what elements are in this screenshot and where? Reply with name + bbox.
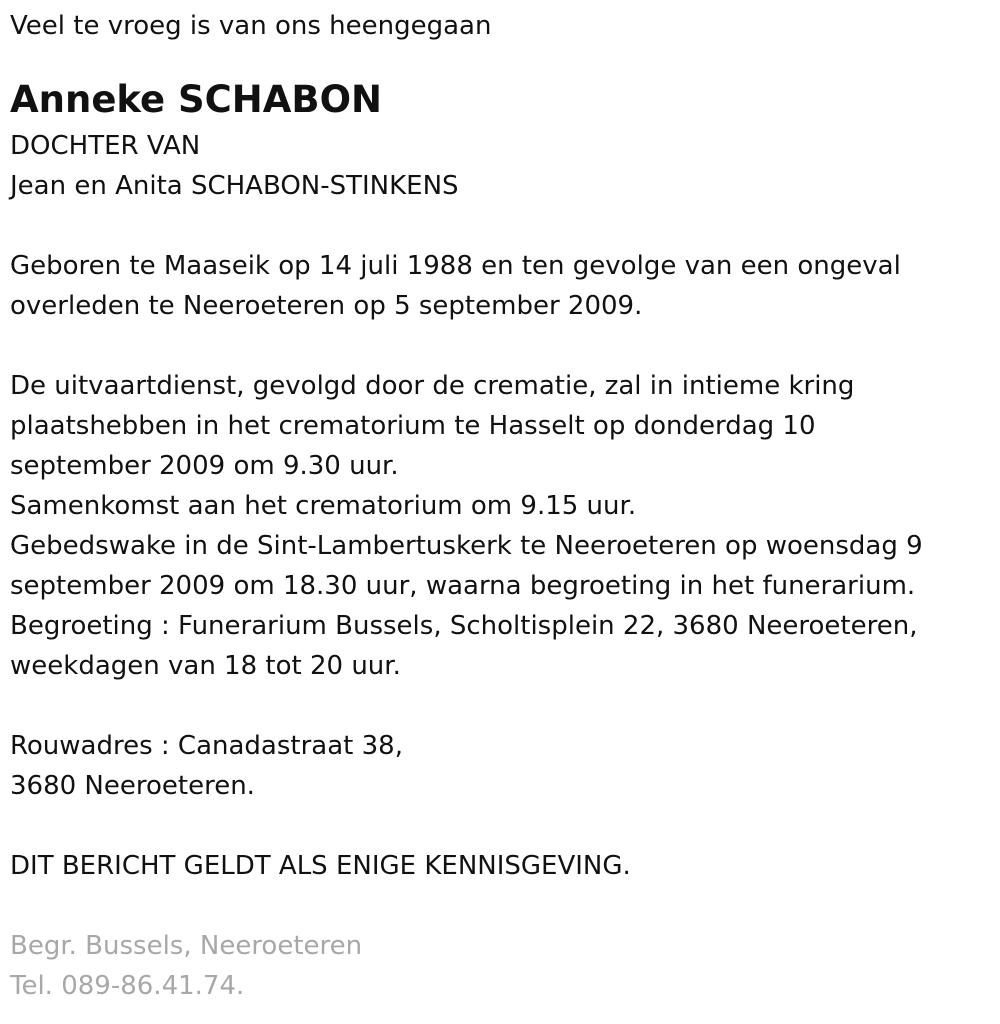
spacer (10, 326, 1000, 366)
mourning-address (10, 726, 1000, 806)
birth-death-line: Geboren te Maaseik op 14 juli 1988 en ten gevolge van een ongeval (10, 251, 901, 281)
ceremony-line: Begroeting : Funerarium Bussels, Scholtisplein 22, 3680 Neeroeteren, (10, 611, 918, 641)
deceased-name: Anneke SCHABON (10, 78, 383, 121)
intro-text: Veel te vroeg is van ons heengegaan (10, 11, 492, 41)
parents-names: Jean en Anita SCHABON-STINKENS (10, 171, 459, 201)
spacer (10, 806, 1000, 846)
ceremony-line: september 2009 om 9.30 uur. (10, 451, 399, 481)
ceremony-line: september 2009 om 18.30 uur, waarna begroeting in het funerarium. (10, 571, 916, 601)
spacer (10, 886, 1000, 926)
address-line: Rouwadres : Canadastraat 38, (10, 731, 403, 761)
relation-text: DOCHTER VAN (10, 131, 201, 161)
ceremony-paragraph (10, 366, 1000, 686)
notice-statement: DIT BERICHT GELDT ALS ENIGE KENNISGEVING. (10, 851, 631, 881)
spacer (10, 206, 1000, 246)
ceremony-line: De uitvaartdienst, gevolgd door de crematie, zal in intieme kring (10, 371, 855, 401)
ceremony-line: plaatshebben in het crematorium te Hasselt op donderdag 10 (10, 411, 816, 441)
ceremony-line: weekdagen van 18 tot 20 uur. (10, 651, 401, 681)
birth-death-paragraph (10, 246, 1000, 326)
funeral-home-phone: Tel. 089-86.41.74. (10, 971, 245, 1001)
address-line: 3680 Neeroeteren. (10, 771, 255, 801)
birth-death-line: overleden te Neeroeteren op 5 september 2009. (10, 291, 643, 321)
spacer (10, 686, 1000, 726)
funeral-home-name: Begr. Bussels, Neeroeteren (10, 931, 363, 961)
funeral-home-credit (10, 926, 1000, 1006)
ceremony-line: Gebedswake in de Sint-Lambertuskerk te Neeroeteren op woensdag 9 (10, 531, 923, 561)
ceremony-line: Samenkomst aan het crematorium om 9.15 uur. (10, 491, 637, 521)
